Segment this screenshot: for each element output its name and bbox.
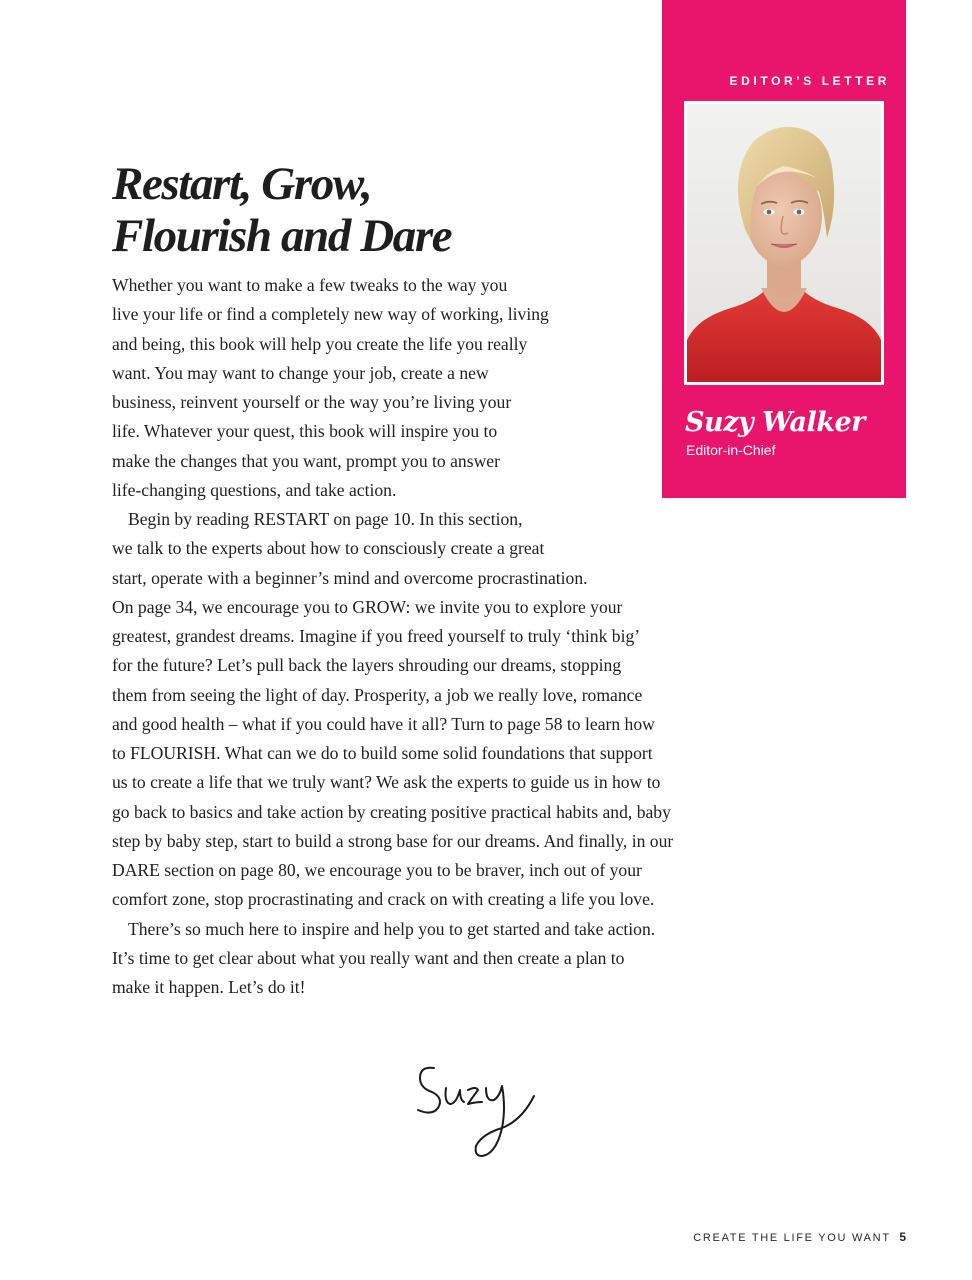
body-line: go back to basics and take action by creating positive practical habits and, baby [112,801,671,822]
page-number: 5 [899,1230,906,1244]
body-line: and good health – what if you could have it all? Turn to page 58 to learn how [112,713,655,734]
body-line: There’s so much here to inspire and help you to get started and take action. [128,918,656,939]
page-footer [693,1230,906,1244]
running-title: CREATE THE LIFE YOU WANT [693,1232,891,1244]
body-line: make it happen. Let’s do it! [112,977,306,997]
body-line: want. You may want to change your job, create a new [112,362,489,383]
body-line: comfort zone, stop procrastinating and crack on with creating a life you love. [112,889,655,910]
article-title [112,158,451,262]
body-line: business, reinvent yourself or the way you’re living your [112,392,512,412]
body-line: Whether you want to make a few tweaks to the way you [112,275,508,295]
body-line: for the future? Let’s pull back the layers shrouding our dreams, stopping [112,655,622,676]
body-line: greatest, grandest dreams. Imagine if you freed yourself to truly ‘think big’ [112,626,641,646]
body-line: start, operate with a beginner’s mind and overcome procrastination. [112,567,588,588]
body-line: step by baby step, start to build a strong base for our dreams. And finally, in our [112,830,674,851]
body-line: make the changes that you want, prompt you to answer [112,450,500,471]
body-line: life. Whatever your quest, this book will inspire you to [112,421,498,442]
body-line: them from seeing the light of day. Prosperity, a job we really love, romance [112,684,643,705]
body-line: to FLOURISH. What can we do to build some solid foundations that support [112,743,653,763]
body-line: Begin by reading RESTART on page 10. In this section, [128,509,523,529]
body-line: us to create a life that we truly want? We ask the experts to guide us in how to [112,772,661,793]
author-role: Editor-in-Chief [686,442,776,458]
body-line: live your life or find a completely new way of working, living [112,304,549,325]
body-line: It’s time to get clear about what you really want and then create a plan to [112,947,625,968]
author-name: Suzy Walker [685,407,865,438]
body-line: DARE section on page 80, we encourage you to be braver, inch out of your [112,860,642,880]
section-label: EDITOR’S LETTER [729,74,890,88]
body-line: life-changing questions, and take action. [112,479,397,500]
editor-photo [687,104,881,382]
article-title-line-1: Restart, Grow, [112,158,372,210]
body-line: we talk to the experts about how to consciously create a great [112,538,545,559]
body-line: On page 34, we encourage you to GROW: we invite you to explore your [112,596,623,617]
article-body [112,271,673,1002]
article-title-line-2: Flourish and Dare [112,210,452,262]
body-line: and being, this book will help you create the life you really [112,333,528,354]
signature [410,1058,545,1168]
